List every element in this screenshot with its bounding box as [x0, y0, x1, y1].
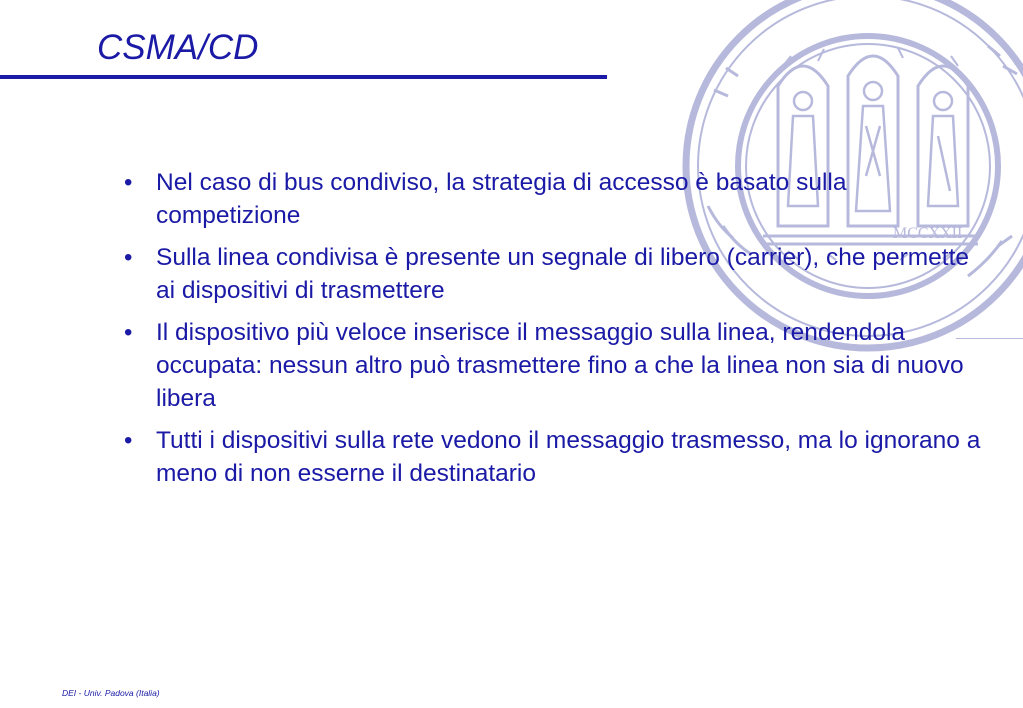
bullet-text: Tutti i dispositivi sulla rete vedono il messaggio trasmesso, ma lo ignorano a meno di non esserne il destinatario	[156, 427, 981, 487]
bullet-dot-icon: •	[124, 427, 133, 454]
bullet-text: Nel caso di bus condiviso, la strategia di accesso è basato sulla competizione	[156, 169, 847, 229]
seal-year-text: MCCXXII	[893, 225, 963, 242]
slide-title: CSMA/CD	[97, 28, 259, 67]
bullet-dot-icon: •	[124, 244, 133, 271]
bullet-text: Il dispositivo più veloce inserisce il messaggio sulla linea, rendendola occupata: nessun altro può trasmettere fino a che la linea non sia di nuovo libera	[156, 319, 964, 412]
bullet-text: Sulla linea condivisa è presente un segnale di libero (carrier), che permette ai dispositivi di trasmettere	[156, 244, 970, 304]
bullet-list	[122, 166, 982, 499]
title-underline	[0, 75, 607, 79]
bullet-dot-icon: •	[124, 169, 133, 196]
slide-footer: DEI - Univ. Padova (Italia)	[62, 688, 160, 698]
bullet-item	[122, 241, 982, 307]
bullet-item	[122, 316, 982, 415]
bullet-item	[122, 166, 982, 232]
bullet-item	[122, 424, 982, 490]
bullet-dot-icon: •	[124, 319, 133, 346]
